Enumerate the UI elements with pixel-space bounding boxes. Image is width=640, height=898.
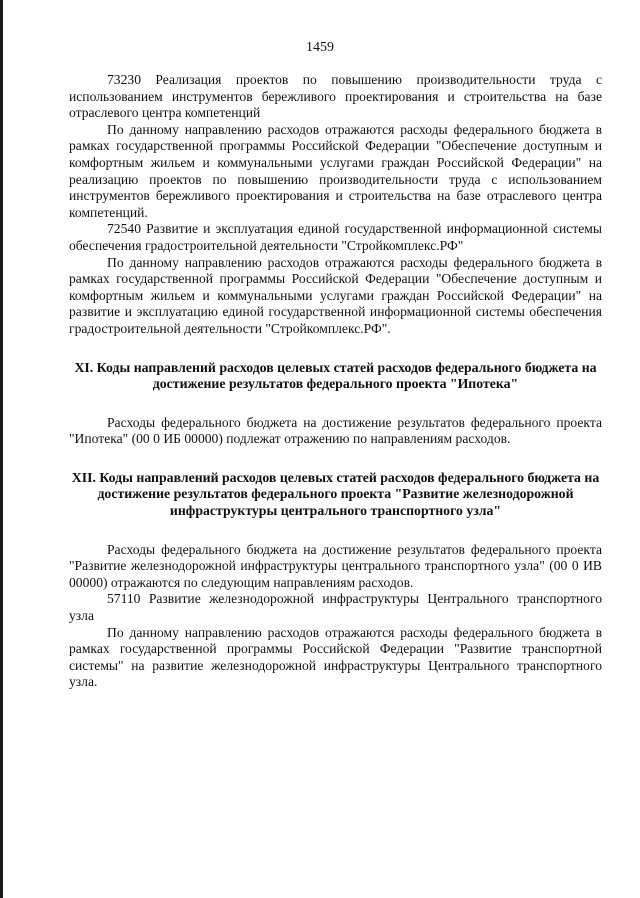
document-body	[69, 72, 602, 691]
page-number: 1459	[306, 40, 334, 55]
paragraph-57110-description: По данному направлению расходов отражаются расходы федерального бюджета в рамках государственной программы Российской Федерации "Развитие транспортной системы" на развитие железнодорожной инфраструктуры Центрального транспортного узла.	[69, 624, 602, 690]
paragraph-72540-description: По данному направлению расходов отражаются расходы федерального бюджета в рамках государственной программы Российской Федерации "Обеспечение доступным и комфортным жильем и коммунальными услугами граждан Российской Федерации" на развитие и эксплуатацию единой государственной информационной системы обеспечения градостроительной деятельности "Стройкомплекс.РФ".	[69, 254, 602, 336]
paragraph-72540-title: 72540 Развитие и эксплуатация единой государственной информационной системы обеспечения градостроительной деятельности "Стройкомплекс.РФ"	[69, 221, 602, 253]
section-xi-heading: XI. Коды направлений расходов целевых статей расходов федерального бюджета на достижение результатов федерального проекта "Ипотека"	[74, 359, 597, 392]
paragraph-57110-title: 57110 Развитие железнодорожной инфраструктуры Центрального транспортного узла	[69, 591, 602, 624]
section-xi-text: Расходы федерального бюджета на достижение результатов федерального проекта "Ипотека" (00 0 ИБ 00000) подлежат отражению по направлениям расходов.	[69, 414, 602, 447]
section-xii-intro: Расходы федерального бюджета на достижение результатов федерального проекта "Развитие железнодорожной инфраструктуры центрального транспортного узла" (00 0 ИВ 00000) отражаются по следующим направлениям расходов.	[69, 541, 602, 590]
paragraph-73230-description: По данному направлению расходов отражаются расходы федерального бюджета в рамках государственной программы Российской Федерации "Обеспечение доступным и комфортным жильем и коммунальными услугами граждан Российской Федерации" на реализацию проектов по повышению производительности труда с использованием инструментов бережливого проектирования и строительства на базе отраслевого центра компетенций.	[69, 121, 602, 220]
scan-edge	[0, 0, 3, 898]
section-xii-heading: XII. Коды направлений расходов целевых статей расходов федерального бюджета на достижение результатов федерального проекта "Развитие железнодорожной инфраструктуры центрального транспортного узла"	[71, 469, 600, 519]
paragraph-73230-title: 73230 Реализация проектов по повышению производительности труда с использованием инструментов бережливого проектирования и строительства на базе отраслевого центра компетенций	[69, 72, 602, 121]
